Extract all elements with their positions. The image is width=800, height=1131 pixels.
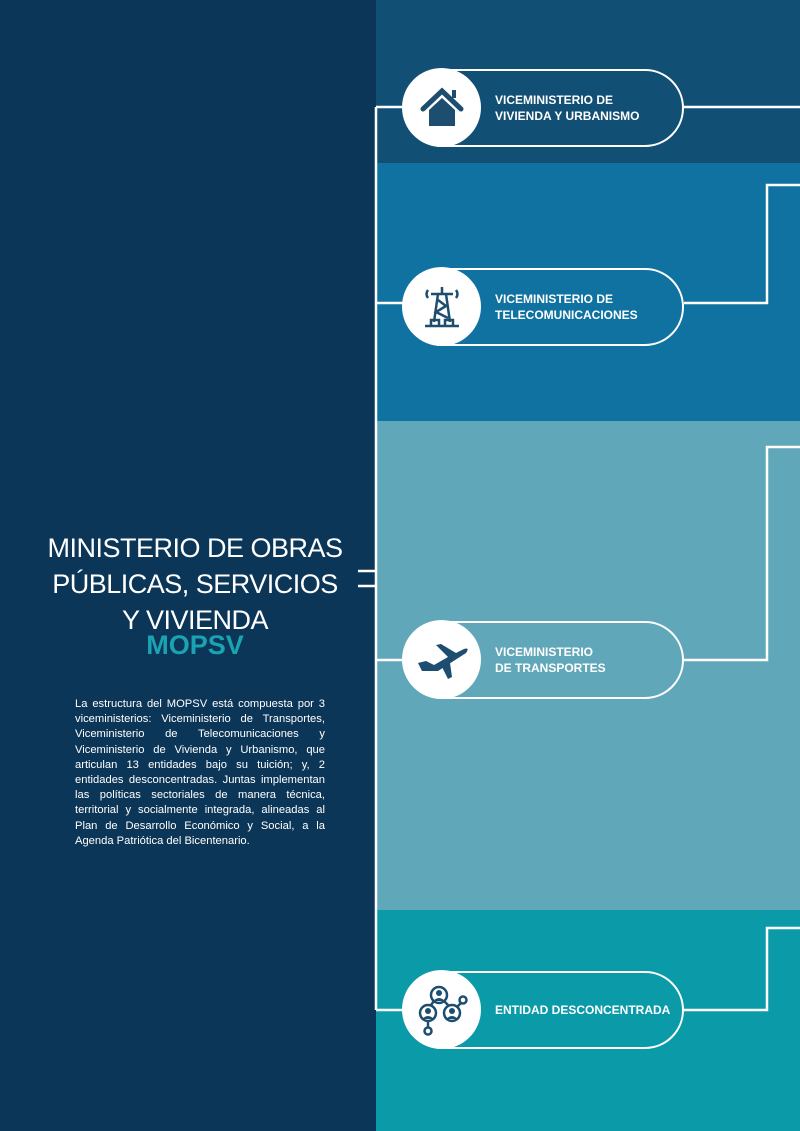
node-label: ENTIDAD DESCONCENTRADA <box>495 1003 671 1017</box>
node-label: VICEMINISTERIO <box>495 645 594 659</box>
node-label: VICEMINISTERIO DE <box>495 292 614 306</box>
node-transportes <box>403 621 684 699</box>
house-icon <box>402 68 481 147</box>
node-label: VIVIENDA Y URBANISMO <box>495 109 640 123</box>
airplane-icon <box>402 620 481 699</box>
node-telecomunicaciones <box>403 268 684 346</box>
title-line: MINISTERIO DE OBRAS <box>47 533 343 563</box>
ministry-acronym: MOPSV <box>146 630 244 660</box>
network-people-icon <box>402 970 481 1049</box>
node-label: TELECOMUNICACIONES <box>495 308 638 322</box>
description: La estructura del MOPSV está compuesta por 3 viceministerios: Viceministerio de Transportes, Viceministerio de Telecomunicaciones y Viceministerio de Vivienda y Urbanismo, que articulan 13 entidades bajo su tuición; y, 2 entidades desconcentradas. Juntas implementan las políticas sectoriales de manera técnica, territorial y socialmente integrada, alineadas al Plan de Desarrollo Económico y Social, a la Agenda Patriótica del Bicentenario. <box>75 698 325 847</box>
title-line: PÚBLICAS, SERVICIOS <box>52 569 338 599</box>
node-vivienda <box>403 69 684 147</box>
node-label: DE TRANSPORTES <box>495 661 606 675</box>
ministry-title <box>30 530 360 638</box>
title-line: Y VIVIENDA <box>121 605 269 635</box>
node-label: VICEMINISTERIO DE <box>495 93 614 107</box>
node-entidad-desconcentrada <box>403 971 684 1049</box>
antenna-tower-icon <box>402 267 481 346</box>
